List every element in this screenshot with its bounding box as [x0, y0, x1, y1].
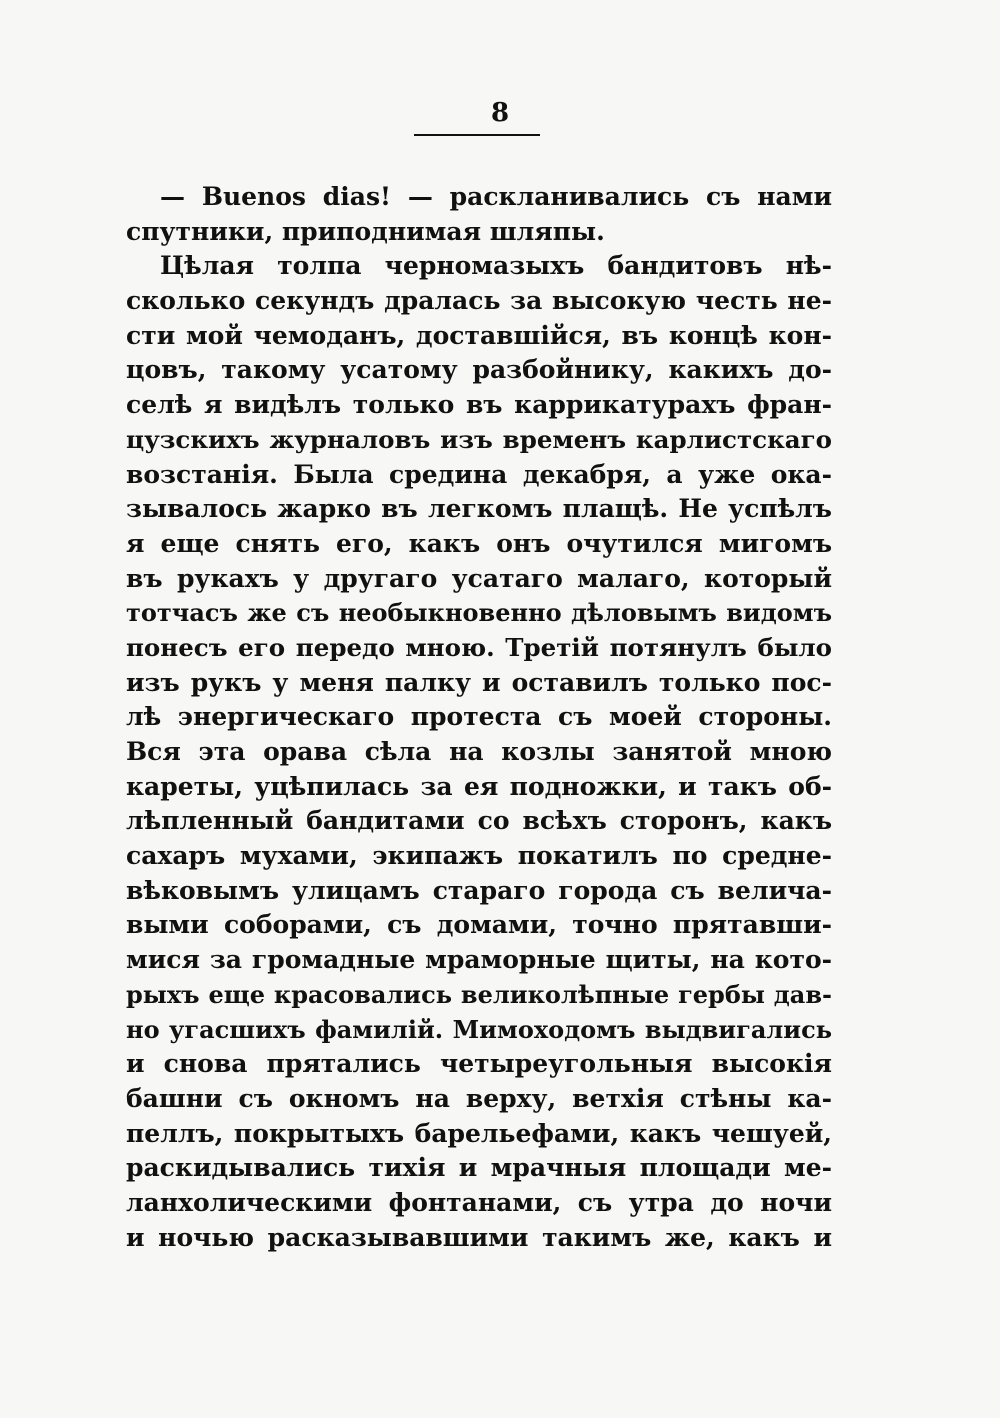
- text-line: и ночью расказывавшими такимъ же, какъ и: [126, 1222, 832, 1252]
- text-line: кареты, уцѣпилась за ея подножки, и такъ об-: [126, 771, 832, 801]
- text-line: цовъ, такому усатому разбойнику, какихъ до-: [126, 355, 832, 385]
- text-line: Цѣлая толпа черномазыхъ бандитовъ нѣ-: [160, 251, 832, 281]
- page-number: 8: [490, 98, 510, 128]
- page-number-rule: [414, 134, 540, 136]
- text-line: Вся эта орава сѣла на козлы занятой мною: [126, 737, 832, 766]
- text-line: — Buenos dias! — раскланивались съ нами: [160, 182, 832, 211]
- text-line: возстанія. Была средина декабря, а уже ока-: [126, 459, 832, 489]
- text-line: вѣковымъ улицамъ стараго города съ величa-: [126, 875, 832, 905]
- text-line: и снова прятались четыреугольныя высокія: [126, 1049, 832, 1079]
- text-line: цузскихъ журналовъ изъ временъ карлистскаго: [126, 424, 832, 454]
- text-line: раскидывались тихія и мрачныя площади ме-: [126, 1153, 832, 1183]
- text-line: понесъ его передо мною. Третій потянулъ было: [126, 632, 832, 662]
- text-line: рыхъ еще красовались великолѣпные гербы дав-: [126, 979, 832, 1009]
- text-line: выми соборами, съ домами, точно прятавши-: [126, 910, 832, 940]
- text-line: сколько секундъ дралась за высокую честь не-: [126, 286, 832, 316]
- text-line: въ рукахъ у другаго усатаго малаго, который: [126, 563, 832, 593]
- text-line: я еще снять его, какъ онъ очутился мигомъ: [126, 528, 832, 558]
- text-line: сахаръ мухами, экипажъ покатилъ по средне-: [126, 841, 832, 871]
- text-line: селѣ я видѣлъ только въ каррикатурахъ фран-: [126, 390, 832, 420]
- text-line: зывалось жарко въ легкомъ плащѣ. Не успѣлъ: [126, 494, 832, 524]
- text-line: лѣ энергическаго протеста съ моей стороны.: [126, 702, 832, 732]
- text-line: ланхолическими фонтанами, съ утра до ночи: [126, 1187, 832, 1217]
- text-line: тотчасъ же съ необыкновенно дѣловымъ видомъ: [126, 598, 832, 628]
- text-line: но угасшихъ фамилій. Мимоходомъ выдвигались: [126, 1014, 832, 1044]
- text-line: изъ рукъ у меня палку и оставилъ только пос-: [126, 667, 832, 697]
- text-line: сти мой чемоданъ, доставшійся, въ концѣ кон-: [126, 320, 832, 350]
- text-line: спутники, приподнимая шляпы.: [126, 216, 605, 246]
- text-line: башни съ окномъ на верху, ветхія стѣны ка-: [126, 1083, 832, 1113]
- text-line: лѣпленный бандитами со всѣхъ сторонъ, какъ: [126, 806, 832, 836]
- text-line: мися за громадные мраморные щиты, на кото-: [126, 945, 832, 975]
- text-line: пеллъ, покрытыхъ барельефами, какъ чешуей,: [126, 1118, 832, 1148]
- body-text: [126, 180, 832, 1255]
